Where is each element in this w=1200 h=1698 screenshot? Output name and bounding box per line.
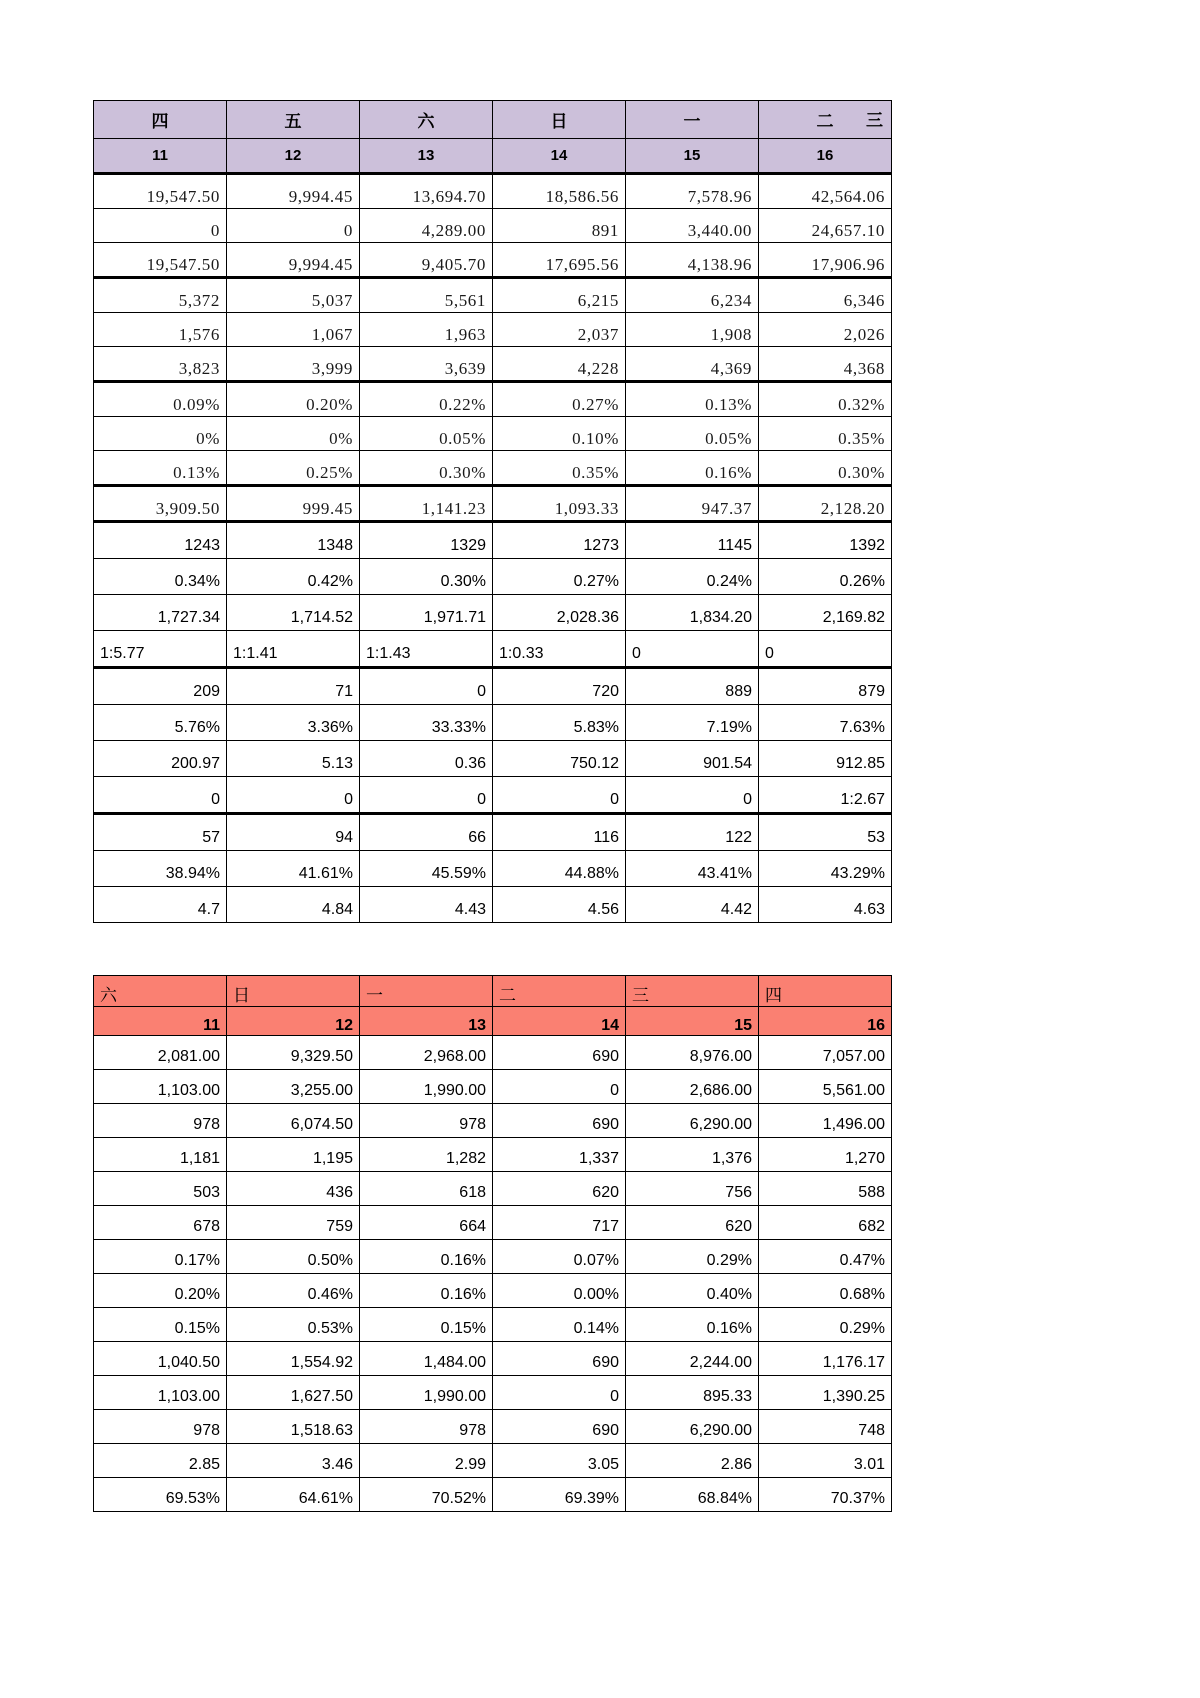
data-cell[interactable]: 0.17% (94, 1240, 227, 1274)
weekday-header-cell[interactable]: 五 (227, 101, 360, 139)
data-cell[interactable]: 0 (360, 668, 493, 705)
data-cell[interactable]: 1,990.00 (360, 1070, 493, 1104)
data-cell[interactable]: 0.40% (626, 1274, 759, 1308)
data-cell[interactable]: 1,103.00 (94, 1376, 227, 1410)
data-cell[interactable]: 5.76% (94, 705, 227, 741)
table-row (94, 1172, 892, 1206)
table-row (94, 851, 892, 887)
table-row (94, 1274, 892, 1308)
data-cell[interactable]: 0.29% (759, 1308, 892, 1342)
data-cell[interactable]: 3,999 (227, 347, 360, 382)
data-cell[interactable]: 0 (227, 209, 360, 243)
data-cell[interactable]: 720 (493, 668, 626, 705)
data-cell[interactable]: 978 (94, 1410, 227, 1444)
day-header-cell[interactable]: 13 (360, 1007, 493, 1036)
table-row (94, 1376, 892, 1410)
data-cell[interactable]: 690 (493, 1410, 626, 1444)
data-cell[interactable]: 620 (626, 1206, 759, 1240)
table-row (94, 417, 892, 451)
day-header-cell[interactable]: 16 (759, 1007, 892, 1036)
data-cell[interactable]: 0 (360, 777, 493, 814)
data-cell[interactable]: 1,176.17 (759, 1342, 892, 1376)
weekday-header-cell[interactable]: 四 (94, 101, 227, 139)
day-header-cell[interactable]: 15 (626, 139, 759, 174)
data-cell[interactable]: 750.12 (493, 741, 626, 777)
data-cell[interactable]: 2.86 (626, 1444, 759, 1478)
data-cell[interactable]: 0.09% (94, 382, 227, 417)
data-cell[interactable]: 0.35% (759, 417, 892, 451)
data-cell[interactable]: 7.63% (759, 705, 892, 741)
spreadsheet-table-primary[interactable] (93, 100, 892, 923)
data-cell[interactable]: 19,547.50 (94, 174, 227, 209)
table-row (94, 1342, 892, 1376)
table-one-day-header-row (94, 139, 892, 174)
data-cell[interactable]: 1,908 (626, 313, 759, 347)
data-cell[interactable]: 2,028.36 (493, 595, 626, 631)
data-cell[interactable]: 18,586.56 (493, 174, 626, 209)
data-cell[interactable]: 0.15% (94, 1308, 227, 1342)
data-cell[interactable]: 0.22% (360, 382, 493, 417)
data-cell[interactable]: 4,289.00 (360, 209, 493, 243)
data-cell[interactable]: 503 (94, 1172, 227, 1206)
data-cell[interactable]: 664 (360, 1206, 493, 1240)
table-row (94, 631, 892, 668)
data-cell[interactable]: 1,971.71 (360, 595, 493, 631)
table-row (94, 209, 892, 243)
table-row (94, 1104, 892, 1138)
data-cell[interactable]: 748 (759, 1410, 892, 1444)
data-cell[interactable]: 4.42 (626, 887, 759, 923)
data-cell[interactable]: 3,823 (94, 347, 227, 382)
table-row (94, 1138, 892, 1172)
data-cell[interactable]: 122 (626, 814, 759, 851)
data-cell[interactable]: 4.43 (360, 887, 493, 923)
data-cell[interactable]: 1,282 (360, 1138, 493, 1172)
data-cell[interactable]: 4.84 (227, 887, 360, 923)
table-row (94, 1410, 892, 1444)
day-header-cell[interactable]: 16 (759, 139, 892, 174)
data-cell[interactable]: 0.10% (493, 417, 626, 451)
data-cell[interactable]: 5,561.00 (759, 1070, 892, 1104)
data-cell[interactable]: 1,067 (227, 313, 360, 347)
data-cell[interactable]: 9,994.45 (227, 243, 360, 278)
data-cell[interactable]: 1,496.00 (759, 1104, 892, 1138)
stray-weekday-label: 三 (866, 111, 883, 130)
data-cell[interactable]: 1:1.41 (227, 631, 360, 668)
data-cell[interactable]: 0.20% (94, 1274, 227, 1308)
data-cell[interactable]: 1329 (360, 522, 493, 559)
data-cell[interactable]: 1,554.92 (227, 1342, 360, 1376)
data-cell[interactable]: 24,657.10 (759, 209, 892, 243)
data-cell[interactable]: 3.36% (227, 705, 360, 741)
data-cell[interactable]: 2,037 (493, 313, 626, 347)
data-cell[interactable]: 0.25% (227, 451, 360, 486)
data-cell[interactable]: 13,694.70 (360, 174, 493, 209)
data-cell[interactable]: 19,547.50 (94, 243, 227, 278)
data-cell[interactable]: 1348 (227, 522, 360, 559)
data-cell[interactable]: 116 (493, 814, 626, 851)
data-cell[interactable]: 588 (759, 1172, 892, 1206)
weekday-header-cell[interactable]: 四 (759, 976, 892, 1007)
data-cell[interactable]: 5,037 (227, 278, 360, 313)
data-cell[interactable]: 5,561 (360, 278, 493, 313)
data-cell[interactable]: 43.41% (626, 851, 759, 887)
data-cell[interactable]: 1,181 (94, 1138, 227, 1172)
data-cell[interactable]: 1,337 (493, 1138, 626, 1172)
data-cell[interactable]: 0% (227, 417, 360, 451)
data-cell[interactable]: 0.50% (227, 1240, 360, 1274)
data-cell[interactable]: 70.52% (360, 1478, 493, 1512)
data-cell[interactable]: 70.37% (759, 1478, 892, 1512)
data-cell[interactable]: 717 (493, 1206, 626, 1240)
data-cell[interactable]: 1,484.00 (360, 1342, 493, 1376)
data-cell[interactable]: 618 (360, 1172, 493, 1206)
table-row (94, 705, 892, 741)
data-cell[interactable]: 1,141.23 (360, 486, 493, 522)
data-cell[interactable]: 3.46 (227, 1444, 360, 1478)
table-row (94, 668, 892, 705)
data-cell[interactable]: 0.53% (227, 1308, 360, 1342)
table-row (94, 451, 892, 486)
data-cell[interactable]: 0 (493, 1376, 626, 1410)
data-cell[interactable]: 0 (94, 777, 227, 814)
data-cell[interactable]: 0 (626, 777, 759, 814)
table-row (94, 278, 892, 313)
data-cell[interactable]: 0.15% (360, 1308, 493, 1342)
data-cell[interactable]: 41.61% (227, 851, 360, 887)
data-cell[interactable]: 678 (94, 1206, 227, 1240)
data-cell[interactable]: 7,057.00 (759, 1036, 892, 1070)
day-header-cell[interactable]: 14 (493, 1007, 626, 1036)
data-cell[interactable]: 0.14% (493, 1308, 626, 1342)
day-header-cell[interactable]: 12 (227, 139, 360, 174)
table-one-weekday-header-row (94, 101, 892, 139)
table-row (94, 777, 892, 814)
table-row (94, 887, 892, 923)
data-cell[interactable]: 0.46% (227, 1274, 360, 1308)
data-cell[interactable]: 0.47% (759, 1240, 892, 1274)
data-cell[interactable]: 1392 (759, 522, 892, 559)
data-cell[interactable]: 978 (360, 1104, 493, 1138)
data-cell[interactable]: 1,627.50 (227, 1376, 360, 1410)
weekday-header-cell[interactable]: 六 (360, 101, 493, 139)
table-row (94, 313, 892, 347)
data-cell[interactable]: 9,329.50 (227, 1036, 360, 1070)
data-cell[interactable]: 0.16% (626, 451, 759, 486)
table-row (94, 382, 892, 417)
table-two-day-header-row (94, 1007, 892, 1036)
data-cell[interactable]: 690 (493, 1036, 626, 1070)
data-cell[interactable]: 0% (94, 417, 227, 451)
weekday-header-cell[interactable]: 日 (227, 976, 360, 1007)
data-cell[interactable]: 209 (94, 668, 227, 705)
data-cell[interactable]: 6,074.50 (227, 1104, 360, 1138)
data-cell[interactable]: 1:5.77 (94, 631, 227, 668)
data-cell[interactable]: 1:1.43 (360, 631, 493, 668)
data-cell[interactable]: 0.16% (360, 1240, 493, 1274)
data-cell[interactable]: 0.27% (493, 382, 626, 417)
weekday-header-cell[interactable]: 日 (493, 101, 626, 139)
weekday-header-cell[interactable]: 一 (360, 976, 493, 1007)
data-cell[interactable]: 0.05% (626, 417, 759, 451)
data-cell[interactable]: 1,376 (626, 1138, 759, 1172)
data-cell[interactable]: 1,270 (759, 1138, 892, 1172)
weekday-header-cell[interactable]: 六 (94, 976, 227, 1007)
data-cell[interactable]: 690 (493, 1104, 626, 1138)
data-cell[interactable]: 1:0.33 (493, 631, 626, 668)
table-row (94, 486, 892, 522)
data-cell[interactable]: 2,968.00 (360, 1036, 493, 1070)
data-cell[interactable]: 1,834.20 (626, 595, 759, 631)
data-cell[interactable]: 9,994.45 (227, 174, 360, 209)
data-cell[interactable]: 2,128.20 (759, 486, 892, 522)
data-cell[interactable]: 1,093.33 (493, 486, 626, 522)
data-cell[interactable]: 0.42% (227, 559, 360, 595)
data-cell[interactable]: 200.97 (94, 741, 227, 777)
data-cell[interactable]: 947.37 (626, 486, 759, 522)
data-cell[interactable]: 1,390.25 (759, 1376, 892, 1410)
data-cell[interactable]: 69.53% (94, 1478, 227, 1512)
data-cell[interactable]: 42,564.06 (759, 174, 892, 209)
data-cell[interactable]: 1,103.00 (94, 1070, 227, 1104)
weekday-header-cell[interactable]: 三 (626, 976, 759, 1007)
data-cell[interactable]: 0.32% (759, 382, 892, 417)
data-cell[interactable]: 0.16% (626, 1308, 759, 1342)
data-cell[interactable]: 6,234 (626, 278, 759, 313)
spreadsheet-table-secondary[interactable] (93, 975, 892, 1512)
table-row (94, 1036, 892, 1070)
day-header-cell[interactable]: 11 (94, 139, 227, 174)
data-cell[interactable]: 66 (360, 814, 493, 851)
data-cell[interactable]: 0.29% (626, 1240, 759, 1274)
weekday-header-cell[interactable]: 一 (626, 101, 759, 139)
data-cell[interactable]: 0.07% (493, 1240, 626, 1274)
data-cell[interactable]: 0.26% (759, 559, 892, 595)
data-cell[interactable]: 5.83% (493, 705, 626, 741)
data-cell[interactable]: 0 (493, 1070, 626, 1104)
table-two-weekday-header-row (94, 976, 892, 1007)
data-cell[interactable]: 3,909.50 (94, 486, 227, 522)
data-cell[interactable]: 3.05 (493, 1444, 626, 1478)
data-cell[interactable]: 999.45 (227, 486, 360, 522)
data-cell[interactable]: 4,228 (493, 347, 626, 382)
data-cell[interactable]: 6,346 (759, 278, 892, 313)
data-cell[interactable]: 17,695.56 (493, 243, 626, 278)
data-cell[interactable]: 4.56 (493, 887, 626, 923)
data-cell[interactable]: 7.19% (626, 705, 759, 741)
data-cell[interactable]: 8,976.00 (626, 1036, 759, 1070)
weekday-header-cell[interactable]: 二 (493, 976, 626, 1007)
table-row (94, 1444, 892, 1478)
data-cell[interactable]: 68.84% (626, 1478, 759, 1512)
table-row (94, 243, 892, 278)
day-header-cell[interactable]: 13 (360, 139, 493, 174)
table-row (94, 522, 892, 559)
data-cell[interactable]: 0.68% (759, 1274, 892, 1308)
data-cell[interactable]: 0.35% (493, 451, 626, 486)
table-row (94, 741, 892, 777)
data-cell[interactable]: 0.30% (759, 451, 892, 486)
data-cell[interactable]: 6,215 (493, 278, 626, 313)
data-cell[interactable]: 0.13% (626, 382, 759, 417)
data-cell[interactable]: 2,244.00 (626, 1342, 759, 1376)
data-cell[interactable]: 0.34% (94, 559, 227, 595)
data-cell[interactable]: 17,906.96 (759, 243, 892, 278)
data-cell[interactable]: 690 (493, 1342, 626, 1376)
data-cell[interactable]: 71 (227, 668, 360, 705)
data-cell[interactable]: 912.85 (759, 741, 892, 777)
weekday-header-cell[interactable]: 二 (759, 101, 892, 139)
table-row (94, 559, 892, 595)
data-cell[interactable]: 0.30% (360, 559, 493, 595)
data-cell[interactable]: 1273 (493, 522, 626, 559)
data-cell[interactable]: 620 (493, 1172, 626, 1206)
data-cell[interactable]: 891 (493, 209, 626, 243)
data-cell[interactable]: 2,081.00 (94, 1036, 227, 1070)
data-cell[interactable]: 5.13 (227, 741, 360, 777)
data-cell[interactable]: 0 (493, 777, 626, 814)
data-cell[interactable]: 0.30% (360, 451, 493, 486)
data-cell[interactable]: 978 (94, 1104, 227, 1138)
data-cell[interactable]: 33.33% (360, 705, 493, 741)
table-row (94, 174, 892, 209)
data-cell[interactable]: 0 (626, 631, 759, 668)
data-cell[interactable]: 9,405.70 (360, 243, 493, 278)
data-cell[interactable]: 0.16% (360, 1274, 493, 1308)
data-cell[interactable]: 895.33 (626, 1376, 759, 1410)
day-header-cell[interactable]: 11 (94, 1007, 227, 1036)
table-row (94, 1206, 892, 1240)
data-cell[interactable]: 38.94% (94, 851, 227, 887)
data-cell[interactable]: 0.20% (227, 382, 360, 417)
data-cell[interactable]: 64.61% (227, 1478, 360, 1512)
data-cell[interactable]: 1243 (94, 522, 227, 559)
data-cell[interactable]: 889 (626, 668, 759, 705)
day-header-cell[interactable]: 14 (493, 139, 626, 174)
table-one-body (94, 101, 892, 923)
data-cell[interactable]: 2,169.82 (759, 595, 892, 631)
data-cell[interactable]: 1,727.34 (94, 595, 227, 631)
data-cell[interactable]: 53 (759, 814, 892, 851)
data-cell[interactable]: 3.01 (759, 1444, 892, 1478)
data-cell[interactable]: 6,290.00 (626, 1410, 759, 1444)
data-cell[interactable]: 0.36 (360, 741, 493, 777)
data-cell[interactable]: 1145 (626, 522, 759, 559)
data-cell[interactable]: 879 (759, 668, 892, 705)
data-cell[interactable]: 94 (227, 814, 360, 851)
data-cell[interactable]: 6,290.00 (626, 1104, 759, 1138)
data-cell[interactable]: 0.13% (94, 451, 227, 486)
data-cell[interactable]: 1,518.63 (227, 1410, 360, 1444)
data-cell[interactable]: 57 (94, 814, 227, 851)
data-cell[interactable]: 682 (759, 1206, 892, 1240)
data-cell[interactable]: 901.54 (626, 741, 759, 777)
data-cell[interactable]: 759 (227, 1206, 360, 1240)
table-row (94, 1478, 892, 1512)
data-cell[interactable]: 1,963 (360, 313, 493, 347)
data-cell[interactable]: 2.99 (360, 1444, 493, 1478)
data-cell[interactable]: 69.39% (493, 1478, 626, 1512)
data-cell[interactable]: 0 (94, 209, 227, 243)
table-row (94, 347, 892, 382)
data-cell[interactable]: 1,714.52 (227, 595, 360, 631)
data-cell[interactable]: 0.00% (493, 1274, 626, 1308)
data-cell[interactable]: 0.24% (626, 559, 759, 595)
table-row (94, 595, 892, 631)
data-cell[interactable]: 2.85 (94, 1444, 227, 1478)
data-cell[interactable]: 436 (227, 1172, 360, 1206)
data-cell[interactable]: 4,368 (759, 347, 892, 382)
data-cell[interactable]: 0 (227, 777, 360, 814)
data-cell[interactable]: 1,990.00 (360, 1376, 493, 1410)
data-cell[interactable]: 4,369 (626, 347, 759, 382)
data-cell[interactable]: 0.05% (360, 417, 493, 451)
data-cell[interactable]: 1,195 (227, 1138, 360, 1172)
data-cell[interactable]: 1,040.50 (94, 1342, 227, 1376)
data-cell[interactable]: 7,578.96 (626, 174, 759, 209)
table-row (94, 1070, 892, 1104)
table-row (94, 1240, 892, 1274)
data-cell[interactable]: 4.63 (759, 887, 892, 923)
data-cell[interactable]: 756 (626, 1172, 759, 1206)
data-cell[interactable]: 3,440.00 (626, 209, 759, 243)
table-row (94, 1308, 892, 1342)
data-cell[interactable]: 2,026 (759, 313, 892, 347)
table-row (94, 814, 892, 851)
data-cell[interactable]: 1:2.67 (759, 777, 892, 814)
data-cell[interactable]: 4.7 (94, 887, 227, 923)
table-two-body (94, 976, 892, 1512)
data-cell[interactable]: 5,372 (94, 278, 227, 313)
data-cell[interactable]: 44.88% (493, 851, 626, 887)
data-cell[interactable]: 978 (360, 1410, 493, 1444)
day-header-cell[interactable]: 12 (227, 1007, 360, 1036)
data-cell[interactable]: 2,686.00 (626, 1070, 759, 1104)
data-cell[interactable]: 43.29% (759, 851, 892, 887)
day-header-cell[interactable]: 15 (626, 1007, 759, 1036)
data-cell[interactable]: 45.59% (360, 851, 493, 887)
data-cell[interactable]: 3,255.00 (227, 1070, 360, 1104)
data-cell[interactable]: 4,138.96 (626, 243, 759, 278)
data-cell[interactable]: 3,639 (360, 347, 493, 382)
data-cell[interactable]: 0.27% (493, 559, 626, 595)
data-cell[interactable]: 1,576 (94, 313, 227, 347)
data-cell[interactable]: 0 (759, 631, 892, 668)
